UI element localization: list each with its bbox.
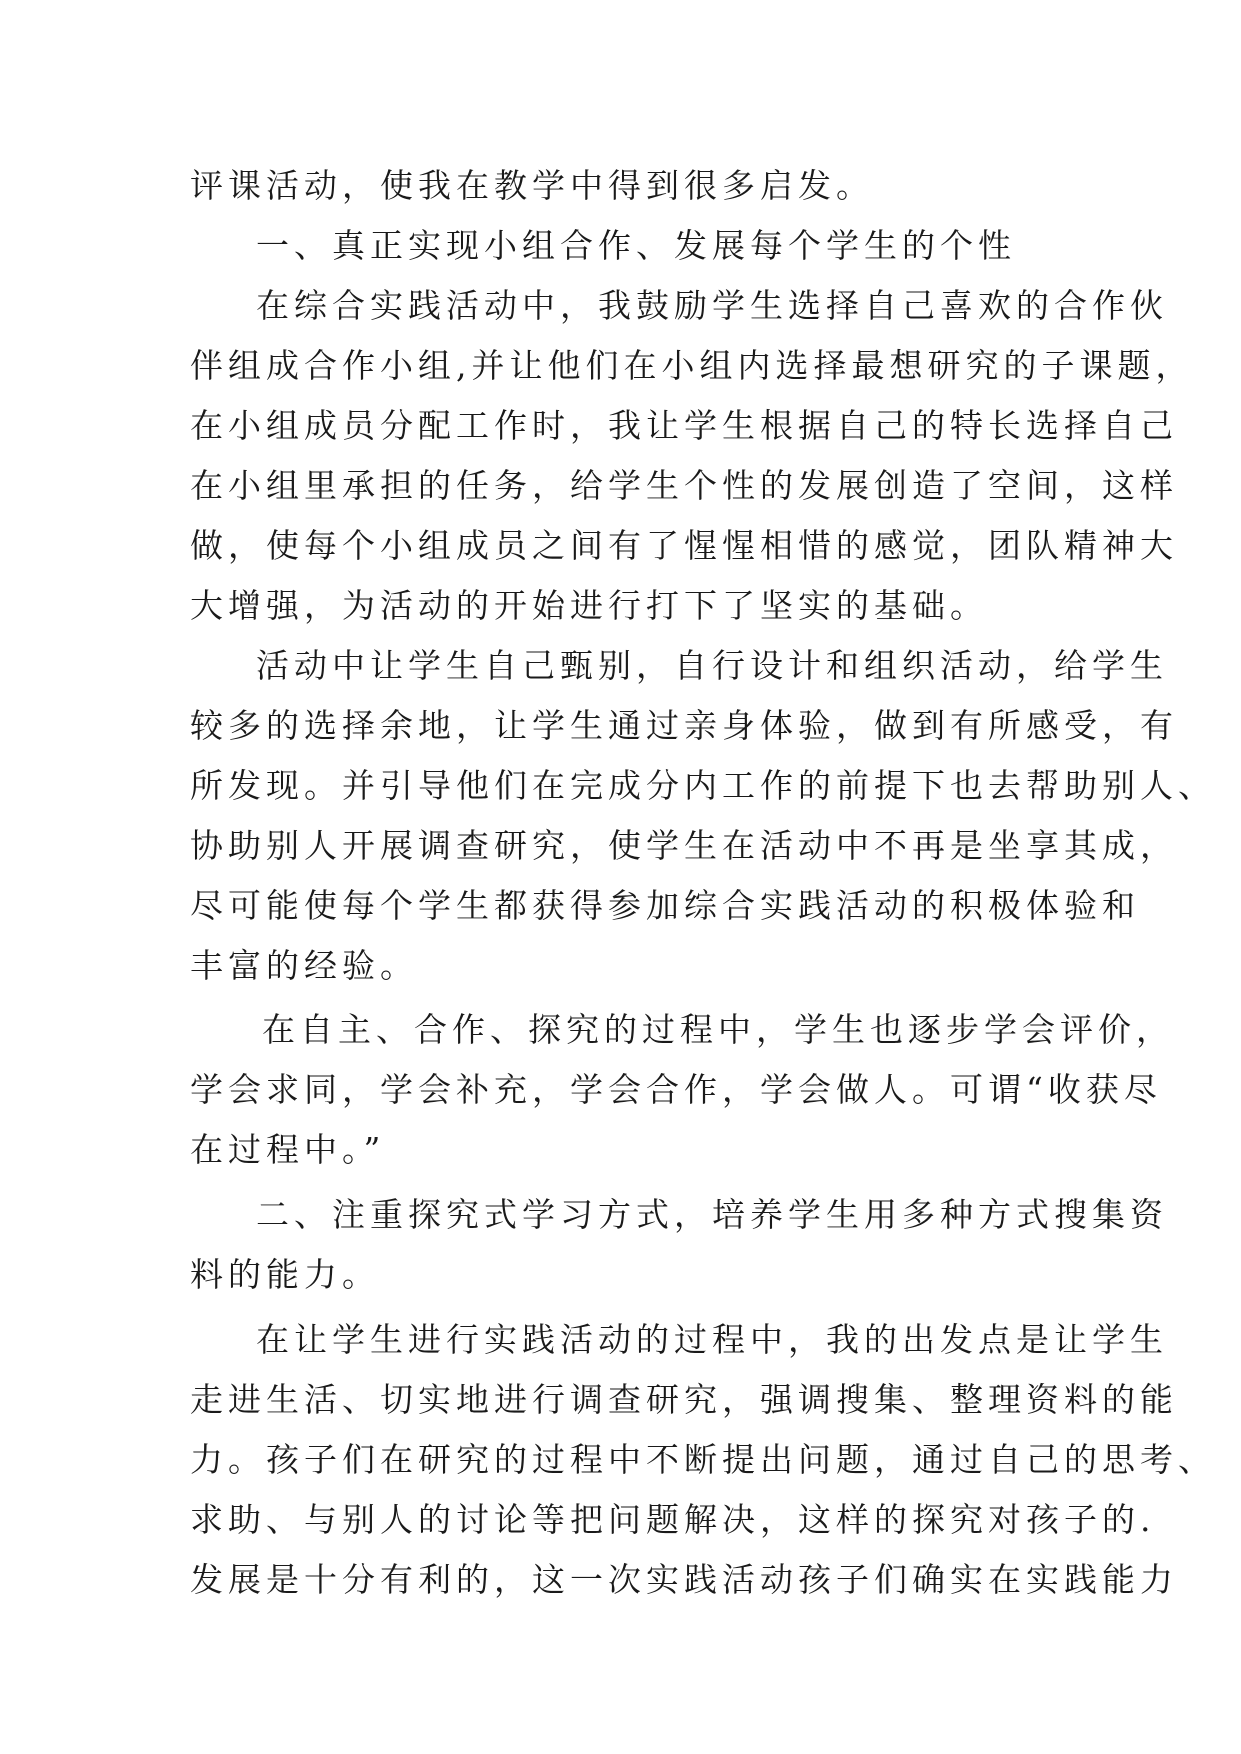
text-line: 走进生活、切实地进行调查研究，强调搜集、整理资料的能 [190, 1380, 1178, 1419]
text-line: 活动中让学生自己甄别，自行设计和组织活动，给学生 [256, 646, 1168, 685]
text-line: 在自主、合作、探究的过程中，学生也逐步学会评价， [262, 1010, 1174, 1049]
text-line: 发展是十分有利的，这一次实践活动孩子们确实在实践能力 [190, 1560, 1178, 1599]
text-line: 协助别人开展调查研究，使学生在活动中不再是坐享其成， [190, 826, 1178, 865]
text-line: 在综合实践活动中，我鼓励学生选择自己喜欢的合作伙 [256, 286, 1168, 325]
text-line: 做，使每个小组成员之间有了惺惺相惜的感觉，团队精神大 [190, 526, 1178, 565]
text-line: 评课活动，使我在教学中得到很多启发。 [190, 166, 874, 205]
text-line: 大增强，为活动的开始进行打下了坚实的基础。 [190, 586, 988, 625]
text-line: 尽可能使每个学生都获得参加综合实践活动的积极体验和 [190, 886, 1140, 925]
text-line: 学会求同，学会补充，学会合作，学会做人。可谓“收获尽 [190, 1070, 1162, 1109]
text-line: 求助、与别人的讨论等把问题解决，这样的探究对孩子的. [190, 1500, 1156, 1539]
text-line: 较多的选择余地，让学生通过亲身体验，做到有所感受，有 [190, 706, 1178, 745]
text-line: 伴组成合作小组,并让他们在小组内选择最想研究的子课题， [190, 346, 1194, 385]
section-heading: 二、注重探究式学习方式，培养学生用多种方式搜集资 [256, 1195, 1168, 1234]
text-line: 所发现。并引导他们在完成分内工作的前提下也去帮助别人、 [190, 766, 1216, 805]
section-heading: 一、真正实现小组合作、发展每个学生的个性 [256, 226, 1016, 265]
text-line: 在让学生进行实践活动的过程中，我的出发点是让学生 [256, 1320, 1168, 1359]
text-line: 力。孩子们在研究的过程中不断提出问题，通过自己的思考、 [190, 1440, 1216, 1479]
section-heading: 料的能力。 [190, 1255, 380, 1294]
text-line: 在小组里承担的任务，给学生个性的发展创造了空间，这样 [190, 466, 1178, 505]
text-line: 在小组成员分配工作时，我让学生根据自己的特长选择自己 [190, 406, 1178, 445]
text-line: 在过程中。” [190, 1130, 386, 1169]
text-line: 丰富的经验。 [190, 946, 418, 985]
